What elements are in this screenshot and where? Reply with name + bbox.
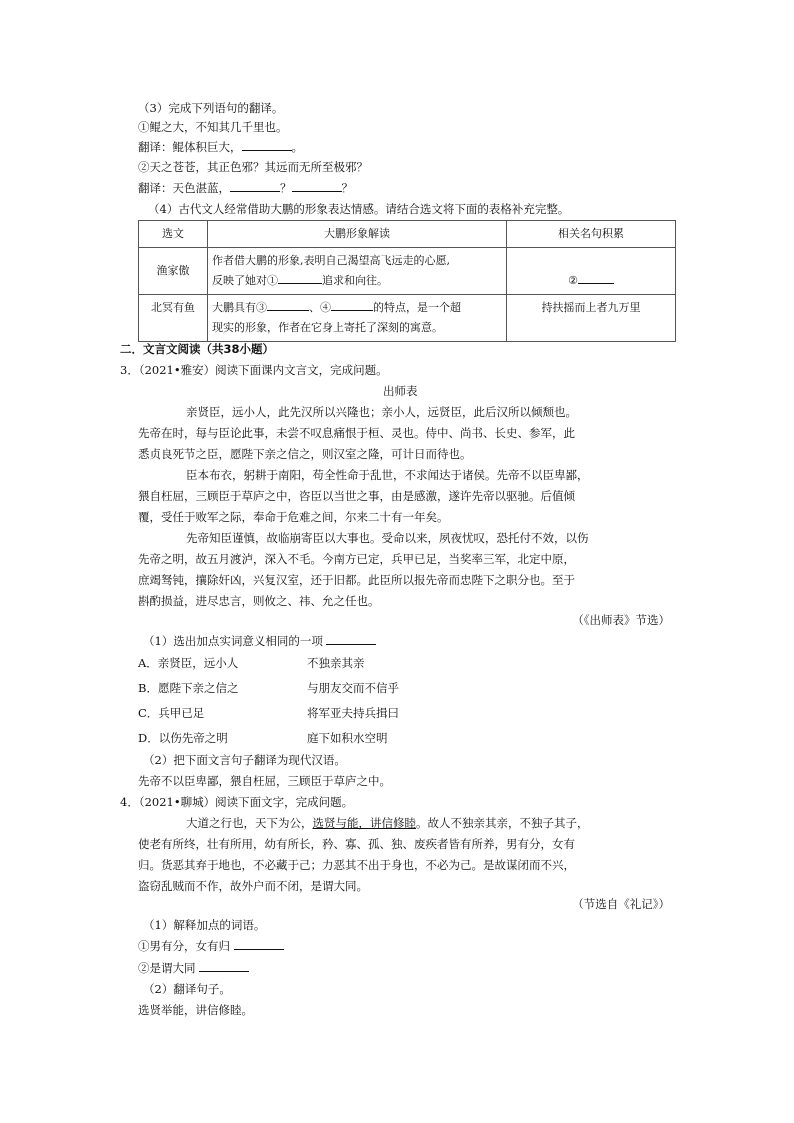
option-d-compare: 庭下如积水空明: [307, 731, 388, 745]
cell-text: 现实的形象，作者在它身上寄托了深刻的寓意。: [212, 321, 443, 334]
punct: 。: [291, 140, 303, 154]
option-a[interactable]: A．亲贤臣，远小人: [138, 656, 239, 670]
passage-line: 先帝知臣谨慎，故临崩寄臣以大事也。受命以来，夙夜忧叹，恐托付不效，以伤: [186, 531, 589, 545]
passage-line: 臣本布衣，躬耕于南阳，苟全性命于乱世，不求闻达于诸侯。先帝不以臣卑鄙，: [186, 468, 589, 482]
punct: ？: [341, 181, 353, 195]
table-cell: [208, 295, 507, 342]
translation-2: [138, 180, 353, 196]
sub-item: [138, 960, 249, 976]
answer-blank[interactable]: [578, 272, 614, 284]
option-b-compare: 与朋友交而不信乎: [307, 681, 399, 695]
option-c[interactable]: C．兵甲已足: [138, 706, 205, 720]
sub-question: （2）把下面文言句子翻译为现代汉语。: [143, 753, 346, 767]
passage-line: 先帝在时，每与臣论此事，未尝不叹息痛恨于桓、灵也。侍中、尚书、长史、参军，此: [138, 426, 575, 440]
table-cell: 渔家傲: [139, 248, 208, 295]
answer-blank[interactable]: [267, 299, 309, 311]
question-3-stem: 3．（2021•雅安）阅读下面课内文言文，完成问题。: [120, 363, 388, 377]
passage-line: 覆，受任于败军之际，奉命于危难之间，尔来二十有一年矣。: [138, 510, 449, 524]
answer-blank[interactable]: [331, 299, 373, 311]
passage-text: 大道之行也，天下为公，: [186, 816, 313, 830]
translate-sentence: 先帝不以臣卑鄙，猥自枉屈，三顾臣于草庐之中。: [138, 774, 391, 788]
translation-2-text: 翻译：天色湛蓝，: [138, 181, 230, 195]
table-header-row: [139, 221, 676, 248]
sub-question: （2）翻译句子。: [143, 982, 231, 996]
cell-text: 大鹏具有③: [212, 301, 267, 314]
underlined-phrase: 选贤与能，讲信修睦: [312, 816, 416, 830]
passage-line: [186, 815, 589, 831]
option-d[interactable]: D．以伤先帝之明: [138, 731, 228, 745]
answer-blank[interactable]: [326, 633, 376, 645]
translation-1: [138, 139, 303, 155]
sub-question: （1）解释加点的词语。: [143, 918, 266, 932]
question-4-title: （4）古代文人经常借助大鹏的形象表达情感。请结合选文将下面的表格补充完整。: [148, 202, 570, 216]
passage-source: （《出师表》节选）: [572, 613, 670, 627]
table-header: 相关名句积累: [507, 221, 676, 248]
answer-blank[interactable]: [199, 960, 249, 972]
option-b[interactable]: B．愿陛下亲之信之: [138, 681, 239, 695]
sub-question-text: （1）选出加点实词意义相同的一项: [143, 634, 323, 648]
punct: ？: [280, 181, 292, 195]
table-header: 大鹏形象解读: [208, 221, 507, 248]
eagle-image-table: [138, 220, 676, 342]
passage-line: 斟酌损益，进尽忠言，则攸之、祎、允之任也。: [138, 594, 380, 608]
passage-title: 出师表: [383, 384, 418, 398]
passage-line: 悉贞良死节之臣，愿陛下亲之信之，则汉室之隆，可计日而待也。: [138, 447, 472, 461]
question-4-stem: 4．（2021•聊城）阅读下面文字，完成问题。: [120, 795, 354, 809]
section-title: 二．文言文阅读（共38小题）: [120, 342, 275, 356]
cell-text: 作者借大鹏的形象,表明自己渴望高飞远走的心愿,: [212, 254, 450, 267]
cell-text: 追求和向往。: [322, 274, 388, 287]
table-row: [139, 295, 676, 342]
cell-text: 、④: [309, 301, 331, 314]
passage-line: 归。货恶其弃于地也，不必藏于己；力恶其不出于身也，不必为己。是故谋闭而不兴，: [138, 858, 575, 872]
sub-item-text: ②是谓大同: [138, 961, 196, 975]
translation-1-text: 翻译：鲲体积巨大，: [138, 140, 242, 154]
option-c-compare: 将军亚夫持兵揖曰: [307, 706, 399, 720]
passage-text: 。故人不独亲其亲，不独子其子，: [416, 816, 589, 830]
passage-line: 亲贤臣，远小人，此先汉所以兴隆也；亲小人，远贤臣，此后汉所以倾颓也。: [186, 405, 577, 419]
passage-line: 庶竭驽钝，攘除奸凶，兴复汉室，还于旧都。此臣所以报先帝而忠陛下之职分也。至于: [138, 573, 575, 587]
passage-line: 猥自枉屈，三顾臣于草庐之中，咨臣以当世之事，由是感激，遂许先帝以驱驰。后值倾: [138, 489, 575, 503]
cell-text: 反映了她对①: [212, 274, 278, 287]
sub-item-text: ①男有分，女有归: [138, 939, 230, 953]
answer-blank[interactable]: [242, 139, 292, 151]
table-cell: [208, 248, 507, 295]
sub-item: [138, 938, 284, 954]
passage-line: 先帝之明，故五月渡泸，深入不毛。今南方已定，兵甲已足，当奖率三军，北定中原，: [138, 552, 575, 566]
option-a-compare: 不独亲其亲: [307, 656, 365, 670]
passage-source: （节选自《礼记》）: [572, 897, 670, 911]
passage-line: 使老有所终，壮有所用，幼有所长，矜、寡、孤、独、废疾者皆有所养，男有分，女有: [138, 837, 575, 851]
answer-blank[interactable]: [278, 272, 322, 284]
sentence-2: ②天之苍苍，其正色邪？其远而无所至极邪？: [138, 160, 368, 174]
table-header: 选文: [139, 221, 208, 248]
table-row: [139, 248, 676, 295]
sub-question: [143, 633, 376, 649]
passage-line: 盗窃乱贼而不作，故外户而不闭，是谓大同。: [138, 879, 368, 893]
table-cell: 北冥有鱼: [139, 295, 208, 342]
sentence-1: ①鲲之大，不知其几千里也。: [138, 120, 288, 134]
question-3-title: （3）完成下列语句的翻译。: [138, 101, 284, 115]
answer-blank[interactable]: [292, 180, 342, 192]
answer-blank[interactable]: [230, 180, 280, 192]
translate-sentence: 选贤举能，讲信修睦。: [138, 1003, 253, 1017]
table-cell: [507, 248, 676, 295]
table-cell: 持扶摇而上者九万里: [507, 295, 676, 342]
answer-blank[interactable]: [234, 938, 284, 950]
cell-text: ②: [568, 274, 578, 287]
cell-text: 的特点，是一个超: [373, 301, 461, 314]
